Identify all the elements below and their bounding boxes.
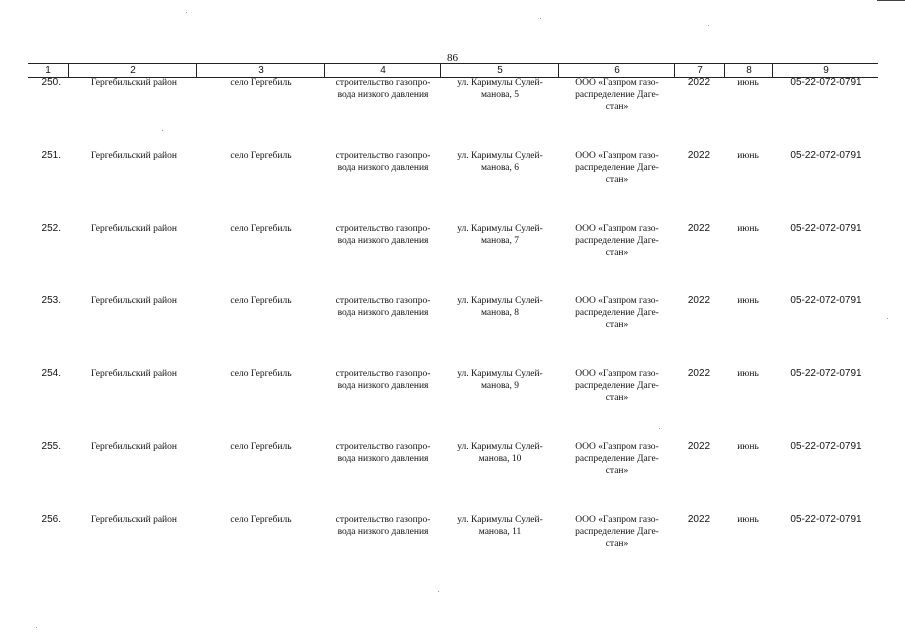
month-cell: июнь [737, 151, 759, 161]
work-type-cell-line: строительство газопро- [335, 515, 431, 525]
year-cell: 2022 [687, 441, 711, 452]
table-row [28, 441, 878, 501]
organization-cell-line: распределение Даге- [575, 381, 659, 391]
table-row [28, 77, 878, 137]
address-cell-line: ул. Каримулы Сулей- [457, 296, 543, 306]
column-header-7: 7 [674, 64, 725, 77]
month-cell: июнь [737, 224, 759, 234]
table-row [28, 368, 878, 428]
district-cell: Гергебильский район [91, 369, 177, 379]
code-cell: 05-22-072-0791 [790, 514, 862, 525]
address-cell-line: ул. Каримулы Сулей- [457, 442, 543, 452]
address-cell-line: ул. Каримулы Сулей- [457, 224, 543, 234]
work-type-cell-line: строительство газопро- [335, 224, 431, 234]
work-type-cell [326, 295, 440, 319]
scan-speck [438, 591, 439, 592]
table-row [28, 514, 878, 574]
district-cell: Гергебильский район [91, 151, 177, 161]
organization-cell-line: стан» [605, 393, 629, 403]
column-header-5: 5 [440, 64, 559, 77]
year-cell: 2022 [687, 295, 711, 306]
code-cell: 05-22-072-0791 [790, 150, 862, 161]
column-header-3: 3 [196, 64, 325, 77]
work-type-cell-line: строительство газопро- [335, 442, 431, 452]
address-cell-line: манова, 6 [480, 163, 520, 173]
address-cell [442, 150, 558, 174]
row-number: 254. [41, 368, 61, 379]
address-cell-line: манова, 9 [480, 381, 520, 391]
locality-cell: село Гергебиль [230, 151, 292, 161]
organization-cell [560, 150, 674, 186]
work-type-cell-line: строительство газопро- [335, 296, 431, 306]
organization-cell-line: ООО «Газпром газо- [575, 296, 659, 306]
address-cell [442, 441, 558, 465]
month-cell: июнь [737, 442, 759, 452]
organization-cell [560, 223, 674, 259]
year-cell: 2022 [687, 223, 711, 234]
address-cell-line: ул. Каримулы Сулей- [457, 151, 543, 161]
work-type-cell-line: строительство газопро- [335, 151, 431, 161]
locality-cell: село Гергебиль [230, 515, 292, 525]
organization-cell-line: стан» [605, 248, 629, 258]
month-cell: июнь [737, 78, 759, 88]
scan-speck [36, 627, 37, 628]
table-row [28, 295, 878, 355]
table-row [28, 223, 878, 283]
address-cell [442, 514, 558, 538]
row-number: 256. [41, 514, 61, 525]
code-cell: 05-22-072-0791 [790, 223, 862, 234]
row-number: 252. [41, 223, 61, 234]
page-number: 86 [447, 52, 458, 64]
locality-cell: село Гергебиль [230, 442, 292, 452]
scan-speck [708, 25, 709, 26]
row-number: 251. [41, 150, 61, 161]
column-header-2: 2 [68, 64, 197, 77]
scan-speck [186, 12, 187, 13]
organization-cell [560, 441, 674, 477]
work-type-cell-line: строительство газопро- [335, 369, 431, 379]
work-type-cell [326, 150, 440, 174]
column-header-1: 1 [45, 65, 51, 76]
organization-cell-line: распределение Даге- [575, 236, 659, 246]
organization-cell-line: стан» [605, 539, 629, 549]
address-cell-line: ул. Каримулы Сулей- [457, 515, 543, 525]
scan-corner-mark [877, 0, 905, 5]
organization-cell-line: ООО «Газпром газо- [575, 369, 659, 379]
scan-speck [887, 318, 888, 319]
organization-cell-line: ООО «Газпром газо- [575, 224, 659, 234]
table-header [28, 63, 878, 78]
organization-cell-line: стан» [605, 102, 629, 112]
organization-cell-line: распределение Даге- [575, 454, 659, 464]
column-header-9: 9 [772, 64, 879, 77]
district-cell: Гергебильский район [91, 515, 177, 525]
district-cell: Гергебильский район [91, 442, 177, 452]
column-header-4: 4 [324, 64, 441, 77]
organization-cell-line: стан» [605, 175, 629, 185]
address-cell-line: манова, 10 [478, 454, 522, 464]
locality-cell: село Гергебиль [230, 78, 292, 88]
table-row [28, 150, 878, 210]
work-type-cell [326, 368, 440, 392]
organization-cell-line: распределение Даге- [575, 163, 659, 173]
address-cell [442, 368, 558, 392]
district-cell: Гергебильский район [91, 296, 177, 306]
work-type-cell [326, 514, 440, 538]
address-cell-line: манова, 5 [480, 90, 520, 100]
work-type-cell-line: вода низкого давления [337, 90, 429, 100]
code-cell: 05-22-072-0791 [790, 77, 862, 88]
scan-speck [659, 428, 660, 429]
code-cell: 05-22-072-0791 [790, 368, 862, 379]
locality-cell: село Гергебиль [230, 224, 292, 234]
organization-cell-line: ООО «Газпром газо- [575, 442, 659, 452]
address-cell-line: манова, 8 [480, 308, 520, 318]
work-type-cell-line: вода низкого давления [337, 454, 429, 464]
address-cell-line: ул. Каримулы Сулей- [457, 78, 543, 88]
organization-cell [560, 368, 674, 404]
work-type-cell-line: вода низкого давления [337, 236, 429, 246]
work-type-cell-line: вода низкого давления [337, 381, 429, 391]
scan-speck [540, 18, 541, 19]
year-cell: 2022 [687, 514, 711, 525]
organization-cell [560, 295, 674, 331]
organization-cell-line: распределение Даге- [575, 308, 659, 318]
year-cell: 2022 [687, 368, 711, 379]
address-cell [442, 223, 558, 247]
organization-cell [560, 514, 674, 550]
scan-speck [162, 130, 163, 131]
address-cell-line: манова, 7 [480, 236, 520, 246]
column-header-6: 6 [558, 64, 675, 77]
row-number: 255. [41, 441, 61, 452]
column-header-8: 8 [724, 64, 773, 77]
organization-cell-line: ООО «Газпром газо- [575, 151, 659, 161]
row-number: 253. [41, 295, 61, 306]
work-type-cell-line: вода низкого давления [337, 308, 429, 318]
address-cell [442, 295, 558, 319]
district-cell: Гергебильский район [91, 78, 177, 88]
row-number: 250. [41, 77, 61, 88]
organization-cell-line: стан» [605, 320, 629, 330]
address-cell [442, 77, 558, 101]
work-type-cell-line: вода низкого давления [337, 163, 429, 173]
work-type-cell-line: вода низкого давления [337, 527, 429, 537]
year-cell: 2022 [687, 150, 711, 161]
month-cell: июнь [737, 369, 759, 379]
work-type-cell [326, 77, 440, 101]
code-cell: 05-22-072-0791 [790, 441, 862, 452]
code-cell: 05-22-072-0791 [790, 295, 862, 306]
work-type-cell [326, 223, 440, 247]
address-cell-line: манова, 11 [478, 527, 522, 537]
locality-cell: село Гергебиль [230, 296, 292, 306]
month-cell: июнь [737, 296, 759, 306]
organization-cell-line: стан» [605, 466, 629, 476]
organization-cell-line: распределение Даге- [575, 90, 659, 100]
work-type-cell [326, 441, 440, 465]
locality-cell: село Гергебиль [230, 369, 292, 379]
month-cell: июнь [737, 515, 759, 525]
work-type-cell-line: строительство газопро- [335, 78, 431, 88]
address-cell-line: ул. Каримулы Сулей- [457, 369, 543, 379]
organization-cell [560, 77, 674, 113]
year-cell: 2022 [687, 77, 711, 88]
organization-cell-line: ООО «Газпром газо- [575, 78, 659, 88]
organization-cell-line: распределение Даге- [575, 527, 659, 537]
district-cell: Гергебильский район [91, 224, 177, 234]
organization-cell-line: ООО «Газпром газо- [575, 515, 659, 525]
